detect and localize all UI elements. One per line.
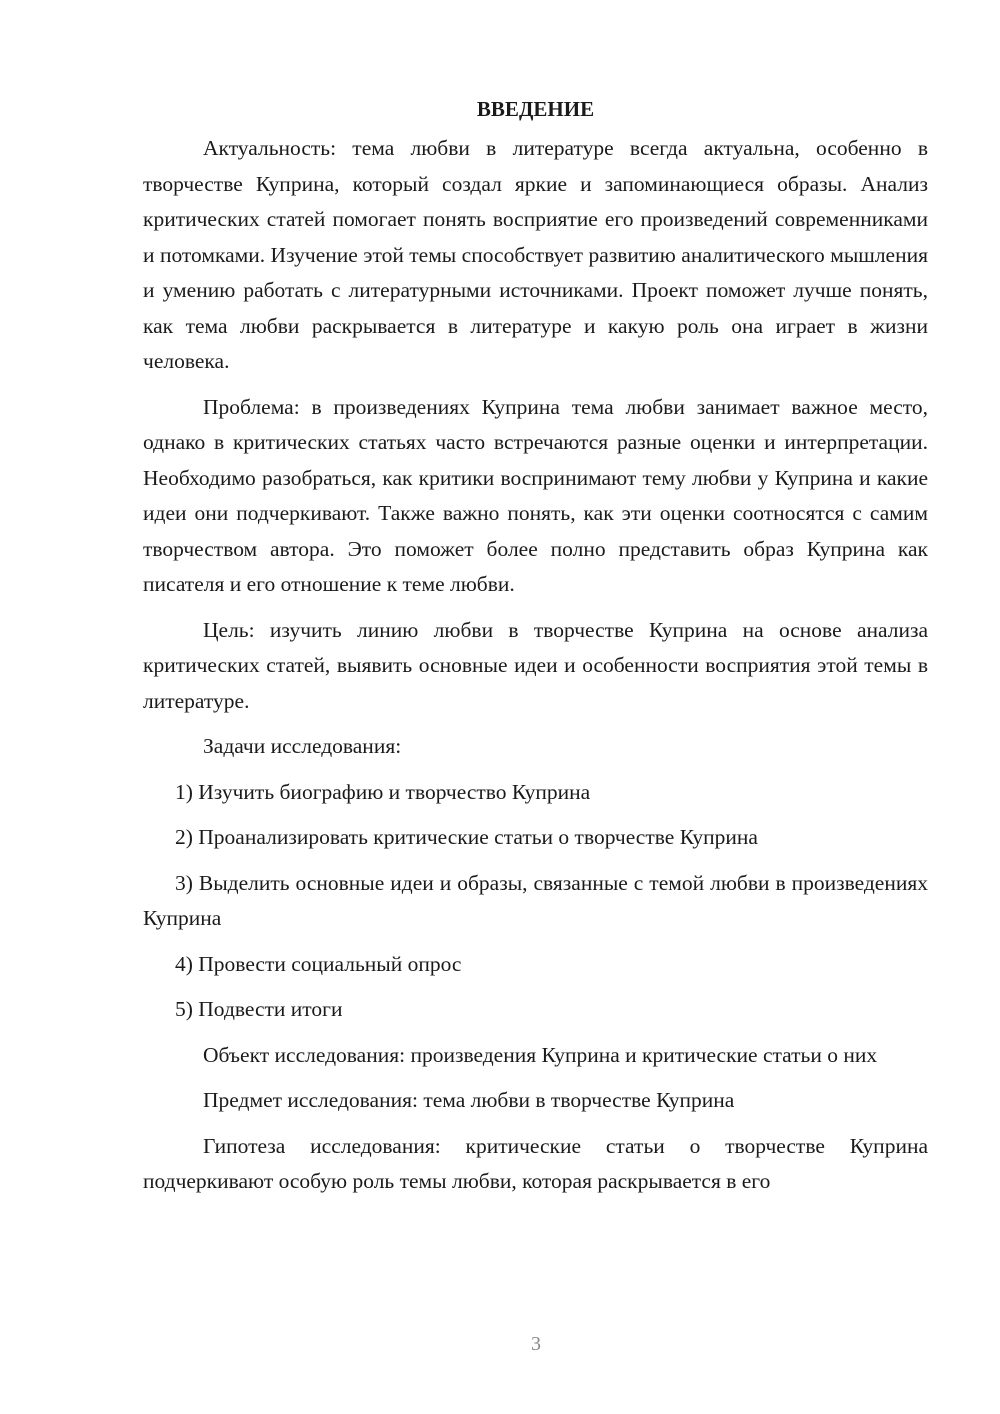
task-item-1: 1) Изучить биографию и творчество Куприна	[175, 779, 591, 804]
object-paragraph: Объект исследования: произведения Куприна и критические статьи о них	[203, 1042, 878, 1067]
document-page	[143, 92, 928, 1210]
page-number: 3	[531, 1333, 541, 1355]
task-item-3: 3) Выделить основные идеи и образы, связанные с темой любви в произведениях Куприна	[143, 870, 928, 930]
task-item-2: 2) Проанализировать критические статьи о творчестве Куприна	[175, 825, 758, 849]
subject-paragraph: Предмет исследования: тема любви в творчестве Куприна	[203, 1088, 735, 1112]
problem-paragraph: Проблема: в произведениях Куприна тема любви занимает важное место, однако в критических статьях часто встречаются разные оценки и интерпретации. Необходимо разобраться, как критики воспринимают тему любви у Куприна и какие идеи они подчеркивают. Также важно понять, как эти оценки соотносятся с самим творчеством автора. Это поможет более полно представить образ Куприна как писателя и его отношение к теме любви.	[143, 394, 928, 596]
relevance-paragraph: Актуальность: тема любви в литературе всегда актуальна, особенно в творчестве Куприна, который создал яркие и запоминающиеся образы. Анализ критических статей помогает понять восприятие его произведений современниками и потомками. Изучение этой темы способствует развитию аналитического мышления и умению работать с литературными источниками. Проект поможет лучше понять, как тема любви раскрывается в литературе и какую роль она играет в жизни человека.	[143, 136, 928, 373]
hypothesis-paragraph: Гипотеза исследования: критические статьи о творчестве Куприна подчеркивают особую роль темы любви, которая раскрывается в его	[143, 1133, 928, 1193]
tasks-heading: Задачи исследования:	[203, 734, 402, 758]
section-heading: ВВЕДЕНИЕ	[476, 97, 595, 121]
task-item-5: 5) Подвести итоги	[175, 997, 343, 1021]
goal-paragraph: Цель: изучить линию любви в творчестве Куприна на основе анализа критических статей, выявить основные идеи и особенности восприятия этой темы в литературе.	[143, 617, 928, 713]
task-item-4: 4) Провести социальный опрос	[175, 951, 462, 976]
